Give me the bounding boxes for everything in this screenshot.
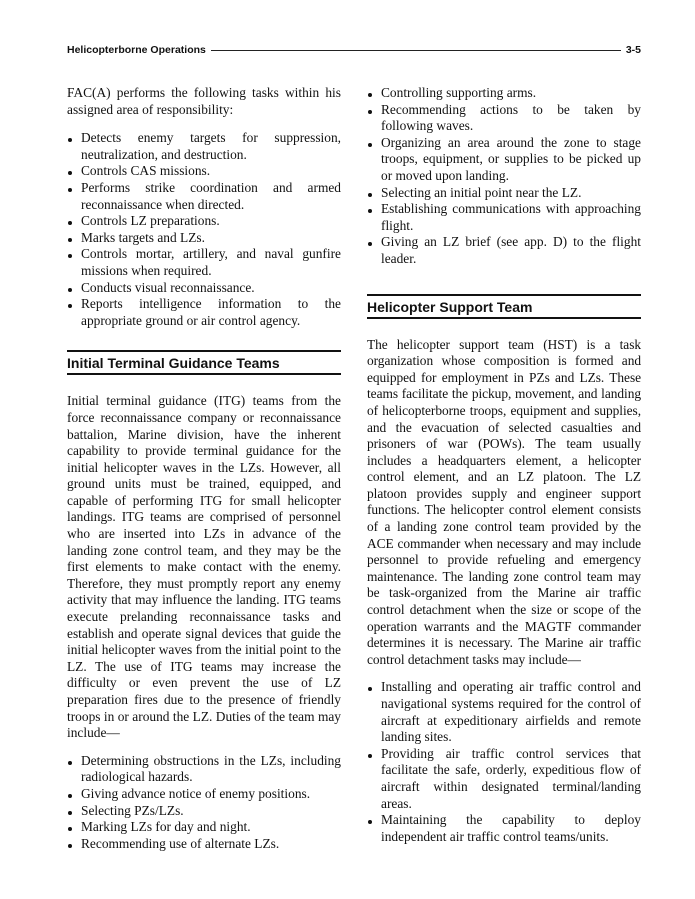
list-item: Marks targets and LZs. [67, 230, 341, 247]
list-item: Controls LZ preparations. [67, 213, 341, 230]
section-heading-itg: Initial Terminal Guidance Teams [67, 350, 341, 375]
list-item: Performs strike coordination and armed reconnaissance when directed. [67, 180, 341, 213]
header-rule [211, 50, 621, 51]
list-item: Recommending actions to be taken by following waves. [367, 102, 641, 135]
hst-paragraph: The helicopter support team (HST) is a task organization whose composition is formed and equipped for employment in PZs and LZs. These teams facilitate the pickup, movement, and landing of helicopterborne troops, equipment and supplies, and the evacuation of selected casualties and prisoners of war (POWs). The team usually includes a headquarters element, a helicopter control element, and an LZ platoon. The LZ platoon provides supply and engineer support functions. The helicopter control element consists of a landing zone control team provided by the ACE commander when necessary and may include personnel to provide refueling and emergency maintenance. The landing zone control team may be task-organized from the Marine air traffic control detachment when the size or scope of the operation warrants and the MAGTF commander determines it is necessary. The Marine air traffic control detachment tasks may include— [367, 336, 641, 667]
list-item: Organizing an area around the zone to stage troops, equipment, or supplies to be picked up or moved upon landing. [367, 135, 641, 185]
itg-duties-continued-list [367, 85, 641, 268]
list-item: Controlling supporting arms. [367, 85, 641, 102]
itg-duties-list [67, 753, 341, 853]
page-number: 3-5 [625, 44, 641, 56]
running-header [67, 42, 641, 58]
list-item: Reports intelligence information to the appropriate ground or air control agency. [67, 296, 341, 329]
list-item: Giving advance notice of enemy positions. [67, 786, 341, 803]
list-item: Determining obstructions in the LZs, including radiological hazards. [67, 753, 341, 786]
faca-intro-paragraph: FAC(A) performs the following tasks within his assigned area of responsibility: [67, 85, 341, 117]
matc-task-list [367, 679, 641, 845]
list-item: Providing air traffic control services that facilitate the safe, orderly, expeditious flow of aircraft within designated terminal/landing areas. [367, 746, 641, 812]
left-column [67, 85, 341, 852]
running-header-title: Helicopterborne Operations [67, 44, 206, 56]
list-item: Controls mortar, artillery, and naval gunfire missions when required. [67, 246, 341, 279]
list-item: Establishing communications with approaching flight. [367, 201, 641, 234]
list-item: Recommending use of alternate LZs. [67, 836, 341, 853]
list-item: Selecting an initial point near the LZ. [367, 185, 641, 202]
section-heading-hst: Helicopter Support Team [367, 294, 641, 319]
list-item: Marking LZs for day and night. [67, 819, 341, 836]
list-item: Installing and operating air traffic control and navigational systems required for the control of aircraft at expeditionary airfields and remote landing sites. [367, 679, 641, 745]
list-item: Giving an LZ brief (see app. D) to the flight leader. [367, 234, 641, 267]
list-item: Controls CAS missions. [67, 163, 341, 180]
faca-task-list [67, 130, 341, 329]
right-column [367, 85, 641, 845]
list-item: Conducts visual reconnaissance. [67, 280, 341, 297]
list-item: Maintaining the capability to deploy independent air traffic control teams/units. [367, 812, 641, 845]
list-item: Selecting PZs/LZs. [67, 803, 341, 820]
itg-paragraph: Initial terminal guidance (ITG) teams from the force reconnaissance company or reconnaissance battalion, Marine division, have the inherent capability to provide terminal guidance for the initial helicopter waves in the LZs. However, all ground units must be trained, equipped, and capable of performing ITG for small helicopter landings. ITG teams are comprised of personnel who are inserted into LZs in advance of the landing zone control team, and they may be the first elements to make contact with the enemy. Therefore, they must promptly report any enemy activity that may influence the landing. ITG teams execute prelanding reconnaissance tasks and establish and operate signal devices that guide the initial helicopter waves from the initial point to the LZ. The use of ITG teams may increase the difficulty or even prevent the use of LZ preparation fires due to the presence of friendly troops in or around the LZ. Duties of the team may include— [67, 393, 341, 741]
list-item: Detects enemy targets for suppression, neutralization, and destruction. [67, 130, 341, 163]
